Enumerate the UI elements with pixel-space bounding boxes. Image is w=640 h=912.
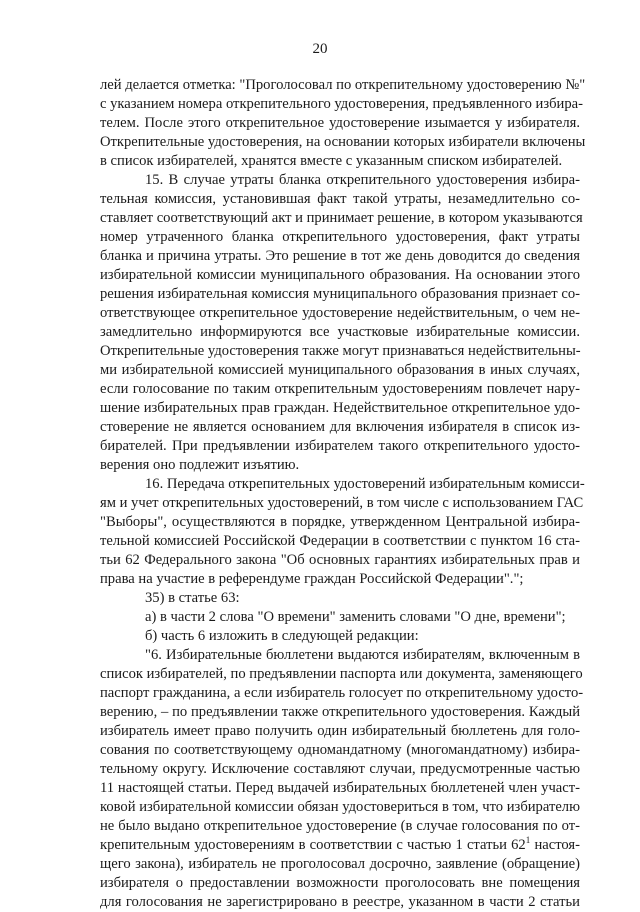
text-line: для голосования не зарегистрировано в реестре, указанном в части 2 статьи [100, 894, 580, 910]
text-line: бланка и причина утраты. Это решение в тот же день доводится до сведения [100, 248, 580, 264]
text-line: избирателя о предоставлении возможности проголосовать вне помещения [100, 875, 580, 891]
text-line: шение избирательных прав граждан. Недействительное открепительное удо- [100, 400, 580, 416]
text-line: не было выдано открепительное удостоверение (в случае голосования по от- [100, 818, 580, 834]
body-text [100, 76, 586, 912]
text-line: телем. После этого открепительное удостоверение изымается у избирателя. [100, 115, 580, 131]
text-line: список избирателей, по предъявлении паспорта или документа, заменяющего [100, 666, 583, 682]
text-line: ми избирательной комиссией муниципального образования в иных случаях, [100, 362, 580, 378]
text-line: Открепительные удостоверения, на основании которых избиратели включены [100, 134, 586, 150]
superscript-one: 1 [525, 835, 531, 845]
text-line: избиратель имеет право получить один избирательный бюллетень для голо- [100, 723, 580, 739]
text-line: в список избирателей, хранятся вместе с указанным списком избирателей. [100, 153, 563, 169]
text-line: тьи 62 Федерального закона "Об основных гарантиях избирательных прав и [100, 552, 580, 568]
text-line: лей делается отметка: "Проголосовал по открепительному удостоверению №" [100, 77, 586, 93]
page-number: 20 [312, 41, 328, 57]
text-line: номер утраченного бланка открепительного удостоверения, факт утраты [100, 229, 580, 245]
text-line: Открепительные удостоверения также могут признаваться недействительны- [100, 343, 581, 359]
text-line: щего закона), избиратель не проголосовал досрочно, заявление (обращение) [100, 856, 580, 872]
text-line: права на участие в референдуме граждан Российской Федерации"."; [100, 571, 524, 587]
text-line: если голосование по таким открепительным удостоверениям повлечет нару- [100, 381, 580, 397]
text-line: сования по соответствующему одномандатному (многомандатному) избира- [100, 742, 580, 758]
text-line: тельному округу. Исключение составляют случаи, предусмотренные частью [100, 761, 580, 777]
text-line: избирательной комиссии муниципального образования. На основании этого [100, 267, 580, 283]
paragraph-16-start: 16. Передача открепительных удостоверений избирательным комисси- [145, 476, 585, 492]
paragraph-15-start: 15. В случае утраты бланка открепительного удостоверения избира- [145, 172, 580, 188]
part-6-start: "6. Избирательные бюллетени выдаются избирателям, включенным в [145, 647, 580, 663]
text-line: ковой избирательной комиссии обязан удостовериться в том, что избирателю [100, 799, 580, 815]
text-line: бирателей. При предъявлении избирателем такого открепительного удосто- [100, 438, 580, 454]
text-line: замедлительно информируются все участковые избирательные комиссии. [100, 324, 580, 340]
text-line-with-superscript [100, 836, 580, 855]
text-line: ям и учет открепительных удостоверений, в том числе с использованием ГАС [100, 495, 584, 511]
text-line: ставляет соответствующий акт и принимает решение, в котором указываются [100, 210, 583, 226]
text-segment: настоя- [534, 837, 580, 853]
text-line: стоверение не является основанием для включения избирателя в список из- [100, 419, 580, 435]
text-line: "Выборы", осуществляются в порядке, утвержденном Центральной избира- [100, 514, 580, 530]
text-line: с указанием номера открепительного удостоверения, предъявленного избира- [100, 96, 583, 112]
text-line: тельная комиссия, установившая факт такой утраты, незамедлительно со- [100, 191, 580, 207]
subitem-a: а) в части 2 слова "О времени" заменить словами "О дне, времени"; [145, 609, 566, 625]
text-line: решения избирательная комиссия муниципального образования признает со- [100, 286, 580, 302]
text-line: 11 настоящей статьи. Перед выдачей избирательных бюллетеней член участ- [100, 780, 580, 796]
text-line: верению, – по предъявлении также открепительного удостоверения. Каждый [100, 704, 580, 720]
text-segment: крепительным удостоверениям в соответствии с частью 1 статьи 62 [100, 837, 526, 853]
text-line: паспорт гражданина, а если избиратель голосует по открепительному удосто- [100, 685, 584, 701]
text-line: тельной комиссией Российской Федерации в соответствии с пунктом 16 ста- [100, 533, 580, 549]
text-line: верения оно подлежит изъятию. [100, 457, 300, 473]
subitem-b: б) часть 6 изложить в следующей редакции: [145, 628, 419, 644]
text-line: ответствующее открепительное удостоверение недействительным, о чем не- [100, 305, 580, 321]
item-35: 35) в статье 63: [145, 590, 240, 606]
